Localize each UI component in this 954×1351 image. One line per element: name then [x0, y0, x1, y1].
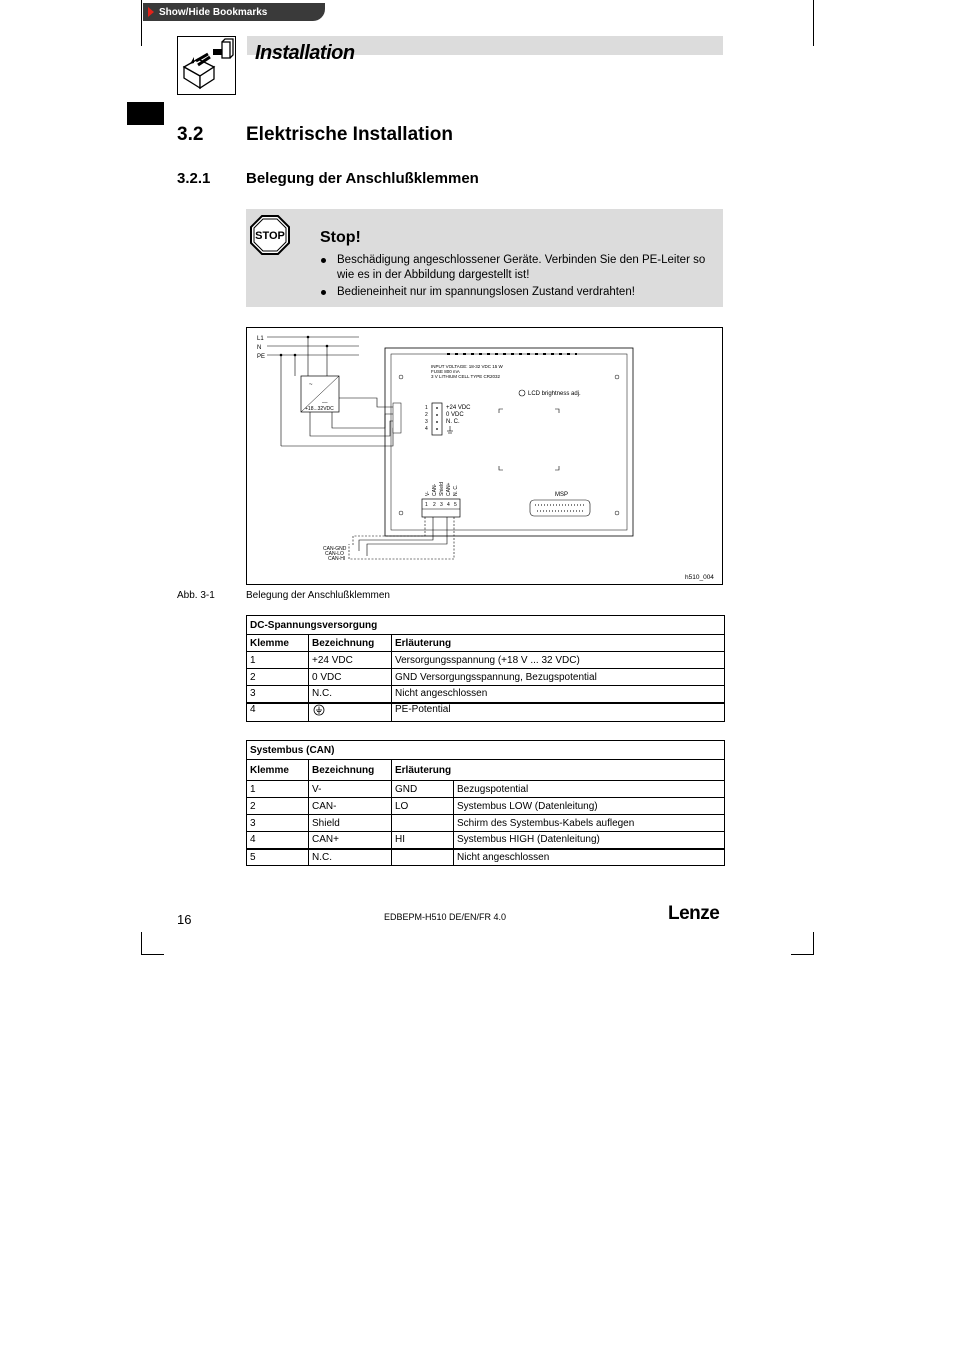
column-header: Klemme [247, 635, 309, 652]
table-cell: +24 VDC [309, 652, 392, 669]
table-cell: Schirm des Systembus-Kabels auflegen [454, 815, 725, 832]
label-can-gnd: CAN-GND [323, 546, 347, 552]
table-cell: 2 [247, 798, 309, 815]
protective-earth-icon [313, 704, 325, 716]
table-row [247, 669, 725, 686]
section-title: Elektrische Installation [246, 124, 453, 145]
table-cell: Nicht angeschlossen [392, 686, 725, 703]
show-hide-bookmarks-button[interactable] [143, 3, 325, 21]
table-cell [392, 849, 454, 866]
crop-mark-top-right [813, 0, 814, 46]
figure-caption-text: Belegung der Anschlußklemmen [246, 590, 390, 601]
chapter-title: Installation [255, 42, 355, 64]
table-cell: 3 [247, 815, 309, 832]
table-cell: GND [392, 781, 454, 798]
section-number: 3.2 [177, 124, 204, 145]
stop-item [320, 253, 715, 282]
svg-text:4: 4 [425, 426, 428, 432]
table-cell: HI [392, 832, 454, 849]
table-cell: 3 [247, 686, 309, 703]
label-msp: MSP [555, 492, 569, 498]
svg-text:3: 3 [425, 419, 428, 425]
label-can-minus: CAN- [432, 483, 438, 496]
table-title: Systembus (CAN) [247, 741, 725, 760]
table-cell: 1 [247, 781, 309, 798]
label-can-shield: Shield [439, 482, 445, 496]
table-cell: 1 [247, 652, 309, 669]
table-row [247, 815, 725, 832]
table-cell: PE-Potential [392, 703, 725, 722]
table-cell: N.C. [309, 686, 392, 703]
stop-item-text: Bedieneinheit nur im spannungslosen Zustand verdrahten! [337, 286, 635, 298]
can-bus-table [246, 740, 725, 866]
bookmarks-label: Show/Hide Bookmarks [159, 6, 268, 18]
svg-text:~: ~ [309, 382, 313, 388]
svg-text:1: 1 [425, 502, 428, 508]
dc-supply-table [246, 615, 725, 722]
table-row [247, 798, 725, 815]
subsection-number: 3.2.1 [177, 170, 211, 187]
table-cell: CAN- [309, 798, 392, 815]
svg-text:2: 2 [425, 412, 428, 418]
table-row [247, 849, 725, 866]
table-cell [392, 815, 454, 832]
table-row [247, 781, 725, 798]
column-header: Klemme [247, 760, 309, 781]
wiring-diagram-figure [246, 327, 723, 585]
crop-mark-bottom-right-h [791, 954, 814, 955]
svg-text:3: 3 [440, 502, 443, 508]
chapter-side-marker [127, 102, 164, 125]
wiring-diagram [247, 328, 722, 584]
svg-text:5: 5 [454, 502, 457, 508]
stop-item-text: Beschädigung angeschlossener Geräte. Verbinden Sie den PE-Leiter so wie es in der Abbildung dargestellt ist! [337, 254, 706, 281]
table-cell [309, 703, 392, 722]
label-input-voltage: INPUT VOLTAGE: 18-32 VDC 15 W [431, 364, 503, 369]
label-can-lo: CAN-LO [325, 551, 344, 557]
table-cell: V- [309, 781, 392, 798]
table-cell: LO [392, 798, 454, 815]
column-header: Erläuterung [392, 635, 725, 652]
svg-text:1: 1 [425, 405, 428, 411]
label-terminal-nc: N. C. [446, 419, 460, 425]
stop-sign-text: STOP [255, 230, 285, 242]
label-pe: PE [257, 354, 266, 360]
table-cell: Versorgungsspannung (+18 V ... 32 VDC) [392, 652, 725, 669]
label-psu: +18...32VDC [305, 406, 334, 412]
table-row [247, 686, 725, 703]
table-cell: 2 [247, 669, 309, 686]
svg-text:––: –– [322, 400, 328, 406]
installation-chapter-icon [177, 36, 236, 95]
bullet-icon [321, 258, 326, 263]
table-cell: Systembus HIGH (Datenleitung) [454, 832, 725, 849]
figure-id: h510_004 [685, 574, 714, 581]
stop-item [320, 285, 715, 300]
label-l1: L1 [257, 336, 264, 342]
label-terminal-0vdc: 0 VDC [446, 412, 464, 418]
crop-mark-bottom-left-h [141, 954, 164, 955]
table-row [247, 652, 725, 669]
crop-mark-bottom-left-v [141, 932, 142, 955]
label-can-plus: CAN+ [446, 482, 452, 496]
label-n: N [257, 345, 262, 351]
table-title: DC-Spannungsversorgung [247, 616, 725, 635]
table-row [247, 703, 725, 722]
stop-list [320, 253, 715, 303]
svg-text:2: 2 [433, 502, 436, 508]
label-fuse: FUSE 800 mA [431, 369, 460, 374]
label-can-v: V- [425, 491, 431, 496]
table-cell: Systembus LOW (Datenleitung) [454, 798, 725, 815]
label-can-nc: N. C. [453, 484, 459, 496]
table-cell: 0 VDC [309, 669, 392, 686]
table-cell: 4 [247, 703, 309, 722]
table-cell: CAN+ [309, 832, 392, 849]
table-cell: Shield [309, 815, 392, 832]
table-cell: Nicht angeschlossen [454, 849, 725, 866]
label-terminal-24vdc: +24 VDC [446, 405, 471, 411]
svg-text:4: 4 [447, 502, 450, 508]
table-cell: N.C. [309, 849, 392, 866]
label-cell: 3 V LITHIUM CELL TYPE CR2032 [431, 374, 501, 379]
table-cell: GND Versorgungsspannung, Bezugspotential [392, 669, 725, 686]
table-row [247, 832, 725, 849]
figure-caption-number: Abb. 3-1 [177, 590, 215, 601]
column-header: Bezeichnung [309, 760, 392, 781]
table-cell: 4 [247, 832, 309, 849]
stop-sign-icon [250, 215, 290, 255]
label-can-hi: CAN-HI [328, 556, 346, 562]
bullet-icon [321, 290, 326, 295]
column-header: Bezeichnung [309, 635, 392, 652]
crop-mark-bottom-right-v [813, 932, 814, 955]
column-header: Erläuterung [392, 760, 725, 781]
page-number: 16 [177, 912, 192, 927]
table-cell: 5 [247, 849, 309, 866]
document-id: EDBEPM-H510 DE/EN/FR 4.0 [384, 912, 507, 922]
lenze-logo: Lenze [668, 903, 720, 924]
play-arrow-icon [148, 7, 154, 17]
crop-mark-top-left [141, 0, 142, 46]
label-lcd-brightness: LCD brightness adj. [528, 391, 581, 397]
subsection-title: Belegung der Anschlußklemmen [246, 170, 479, 187]
table-cell: Bezugspotential [454, 781, 725, 798]
stop-title: Stop! [320, 229, 361, 246]
